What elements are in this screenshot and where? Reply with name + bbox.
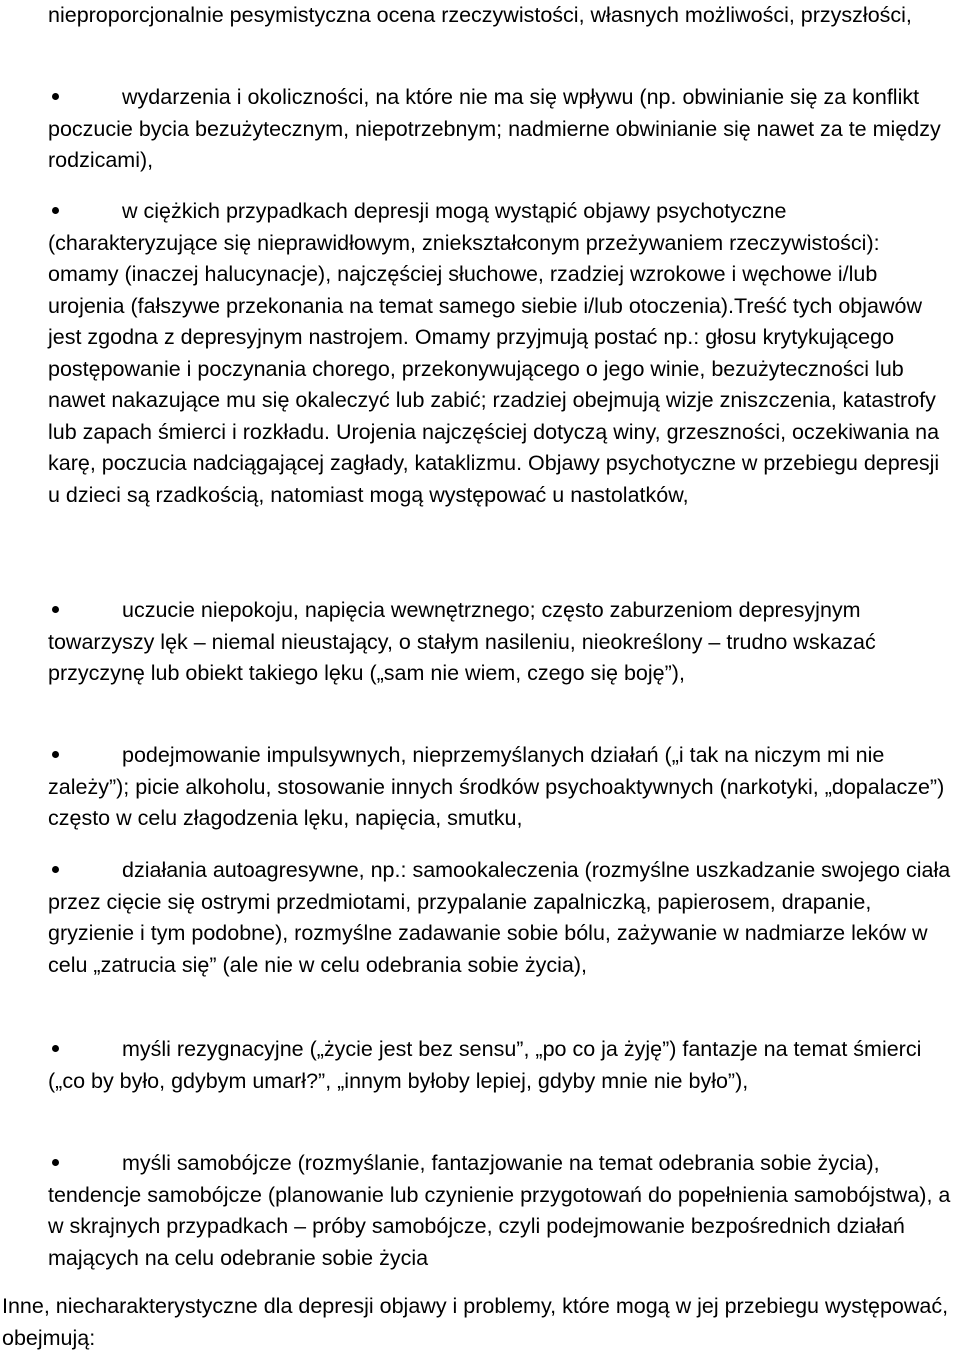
bullet-item-6: myśli rezygnacyjne („życie jest bez sensu”, „po co ja żyję”) fantazje na temat śmierci („co by było, gdybym umarł?”, „innym byłoby lepiej, gdyby mnie nie było”), [48, 1037, 922, 1093]
bullet-item-7: myśli samobójcze (rozmyślanie, fantazjowanie na temat odebrania sobie życia), tendencje samobójcze (planowanie lub czynienie przygotowań do popełnienia samobójstwa), a w skrajnych przypadkach – próby samobójcze, czyli podejmowanie bezpośrednich działań mających na celu odebranie sobie życia [48, 1151, 951, 1270]
bullet-item-2: w ciężkich przypadkach depresji mogą wystąpić objawy psychotyczne (charakteryzujące się nieprawidłowym, zniekształconym przeżywaniem rzeczywistości): omamy (inaczej halucynacje), najczęściej słuchowe, rzadziej wzrokowe i węchowe i/lub urojenia (fałszywe przekonania na temat samego siebie i/lub otoczenia).Treść tych objawów jest zgodna z depresyjnym nastrojem. Omamy przyjmują postać np.: głosu krytykującego postępowanie i poczynania chorego, przekonywującego o jego winie, bezużyteczności lub nawet nakazujące mu się okaleczyć lub zabić; rzadziej obejmują wizje zniszczenia, katastrofy lub zapach śmierci i rozkładu. Urojenia najczęściej dotyczą winy, grzeszności, oczekiwania na karę, poczucia nadciągającej zagłady, kataklizmu. Objawy psychotyczne w przebiegu depresji u dzieci są rzadkością, natomiast mogą występować u nastolatków, [48, 199, 940, 507]
bullet-item-1: wydarzenia i okoliczności, na które nie ma się wpływu (np. obwinianie się za konflikt poczucie bycia bezużytecznym, niepotrzebnym; nadmierne obwinianie się nawet za te między rodzicami), [48, 85, 941, 172]
bullet-item-5: działania autoagresywne, np.: samookaleczenia (rozmyślne uszkadzanie swojego ciała przez cięcie się ostrymi przedmiotami, przypalanie zapalniczką, papierosem, drapanie, gryzienie i tym podobne), rozmyślne zadawanie sobie bólu, zażywanie w nadmiarze leków w celu „zatrucia się” (ale nie w celu odebrania sobie życia), [48, 858, 951, 977]
closing-paragraph: Inne, niecharakterystyczne dla depresji objawy i problemy, które mogą w jej przebiegu występować, obejmują: [2, 1294, 949, 1350]
bullet-item-3: uczucie niepokoju, napięcia wewnętrznego; często zaburzeniom depresyjnym towarzyszy lęk – niemal nieustający, o stałym nasileniu, nieokreślony – trudno wskazać przyczynę lub obiekt takiego lęku („sam nie wiem, czego się boję”), [48, 598, 876, 685]
intro-paragraph: nieproporcjonalnie pesymistyczna ocena rzeczywistości, własnych możliwości, przyszłości, [48, 3, 912, 27]
bullet-item-4: podejmowanie impulsywnych, nieprzemyślanych działań („i tak na niczym mi nie zależy”); picie alkoholu, stosowanie innych środków psychoaktywnych (narkotyki, „dopalacze”) często w celu złagodzenia lęku, napięcia, smutku, [48, 743, 945, 830]
